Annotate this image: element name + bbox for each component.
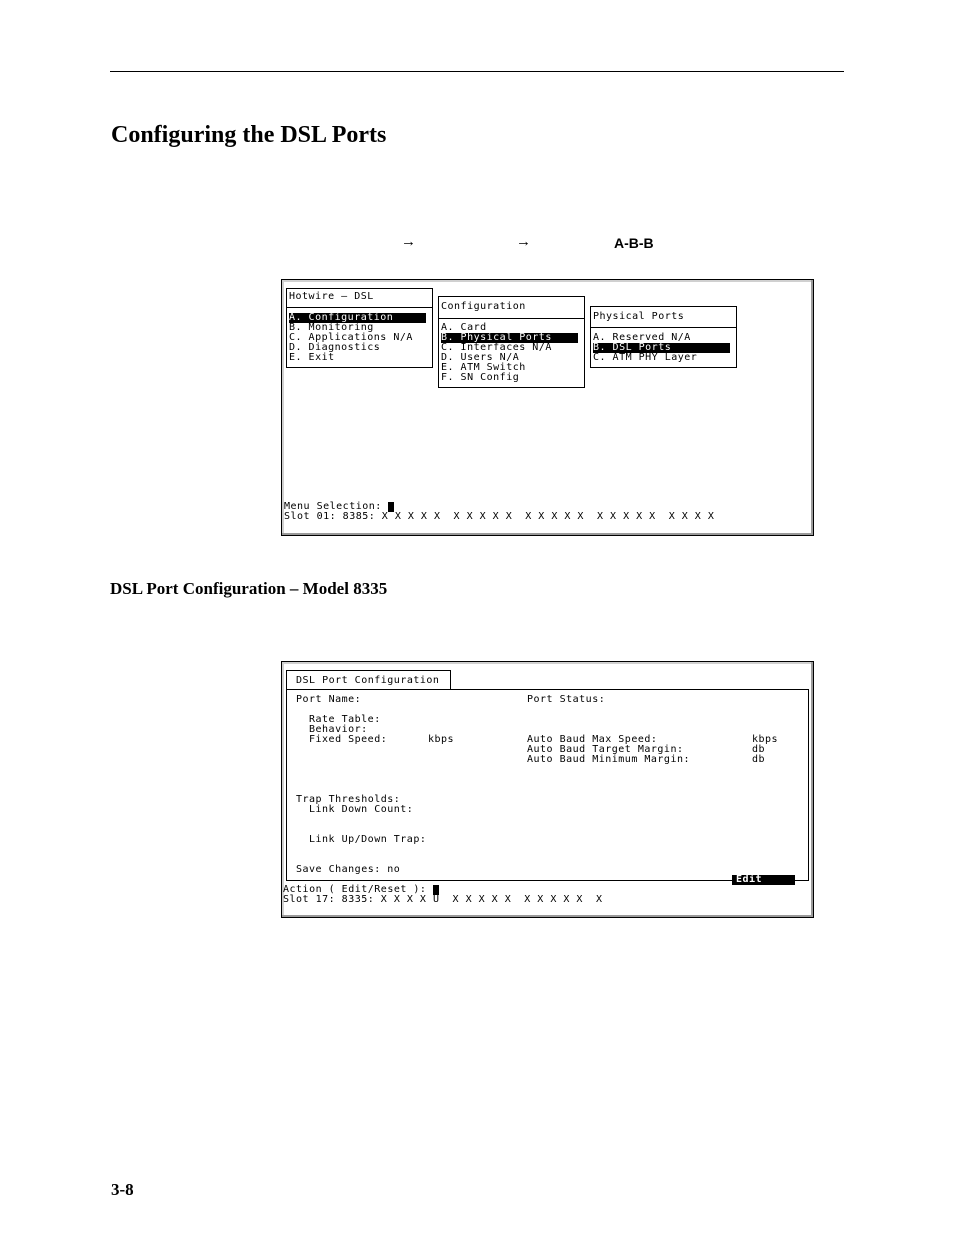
menu-item-configuration[interactable]: A. Configuration <box>289 313 426 323</box>
ports-item-dsl-ports[interactable]: B. DSL Ports <box>593 343 730 353</box>
arrow-1: → <box>401 234 416 250</box>
auto-baud-max-label: Auto Baud Max Speed: <box>527 734 658 745</box>
slot-status-line: Slot 17: 8335: X X X X U X X X X X X X X X X X <box>283 894 603 905</box>
port-status-label: Port Status: <box>527 694 606 705</box>
main-menu-box <box>286 288 433 368</box>
auto-baud-min-unit: db <box>752 754 766 765</box>
tab-dsl-port-configuration[interactable] <box>286 670 451 690</box>
menu-item-applications[interactable]: C. Applications N/A <box>289 332 413 343</box>
config-item-physical-ports[interactable]: B. Physical Ports <box>441 333 578 343</box>
ports-menu-title: Physical Ports <box>593 311 685 322</box>
save-changes-field[interactable]: Save Changes: no <box>296 864 401 875</box>
ports-menu-divider <box>591 327 736 328</box>
menu-screen <box>281 279 814 536</box>
main-menu-title: Hotwire – DSL <box>289 291 374 302</box>
menu-path-code: A-B-B <box>614 235 654 251</box>
auto-baud-target-label: Auto Baud Target Margin: <box>527 744 684 755</box>
page-number: 3-8 <box>111 1180 134 1199</box>
ports-item-atm-phy[interactable]: C. ATM PHY Layer <box>593 352 698 363</box>
auto-baud-min-label: Auto Baud Minimum Margin: <box>527 754 691 765</box>
header-rule <box>110 71 844 72</box>
config-item-sn-config[interactable]: F. SN Config <box>441 372 520 383</box>
link-updown-trap-label: Link Up/Down Trap: <box>309 834 427 845</box>
figure-caption: DSL Port Configuration – Model 8335 <box>110 579 388 598</box>
config-item-interfaces[interactable]: C. Interfaces N/A <box>441 342 552 353</box>
section-title: Configuring the DSL Ports <box>111 122 387 148</box>
ports-menu-box <box>590 306 737 368</box>
port-name-label: Port Name: <box>296 694 362 705</box>
config-item-card[interactable]: A. Card <box>441 322 487 333</box>
menu-selection-label: Menu Selection: <box>284 501 389 512</box>
fixed-speed-label: Fixed Speed: <box>309 734 388 745</box>
auto-baud-target-unit: db <box>752 744 766 755</box>
arrow-2: → <box>516 234 531 250</box>
action-prompt-label: Action ( Edit/Reset ): <box>283 884 433 895</box>
rate-table-label: Rate Table: <box>309 714 381 725</box>
main-menu-divider <box>287 307 432 308</box>
config-menu-title: Configuration <box>441 301 526 312</box>
auto-baud-max-unit: kbps <box>752 734 779 745</box>
link-down-count-label: Link Down Count: <box>309 804 414 815</box>
edit-mode-indicator: Edit <box>732 875 795 885</box>
menu-item-monitoring[interactable]: B. Monitoring <box>289 322 374 333</box>
slot-status-line: Slot 01: 8385: X X X X X X X X X X X X X X X X X X X X X X X X <box>284 511 715 522</box>
behavior-label: Behavior: <box>309 724 368 735</box>
menu-item-diagnostics[interactable]: D. Diagnostics <box>289 342 381 353</box>
fixed-speed-unit: kbps <box>428 734 455 745</box>
ports-item-reserved[interactable]: A. Reserved N/A <box>593 332 691 343</box>
config-item-users[interactable]: D. Users N/A <box>441 352 520 363</box>
config-item-atm-switch[interactable]: E. ATM Switch <box>441 362 526 373</box>
tab-label: DSL Port Configuration <box>296 675 440 686</box>
menu-item-exit[interactable]: E. Exit <box>289 352 335 363</box>
config-menu-divider <box>439 318 584 319</box>
trap-thresholds-label: Trap Thresholds: <box>296 794 401 805</box>
dsl-port-config-screen <box>281 661 814 918</box>
config-menu-box <box>438 296 585 388</box>
